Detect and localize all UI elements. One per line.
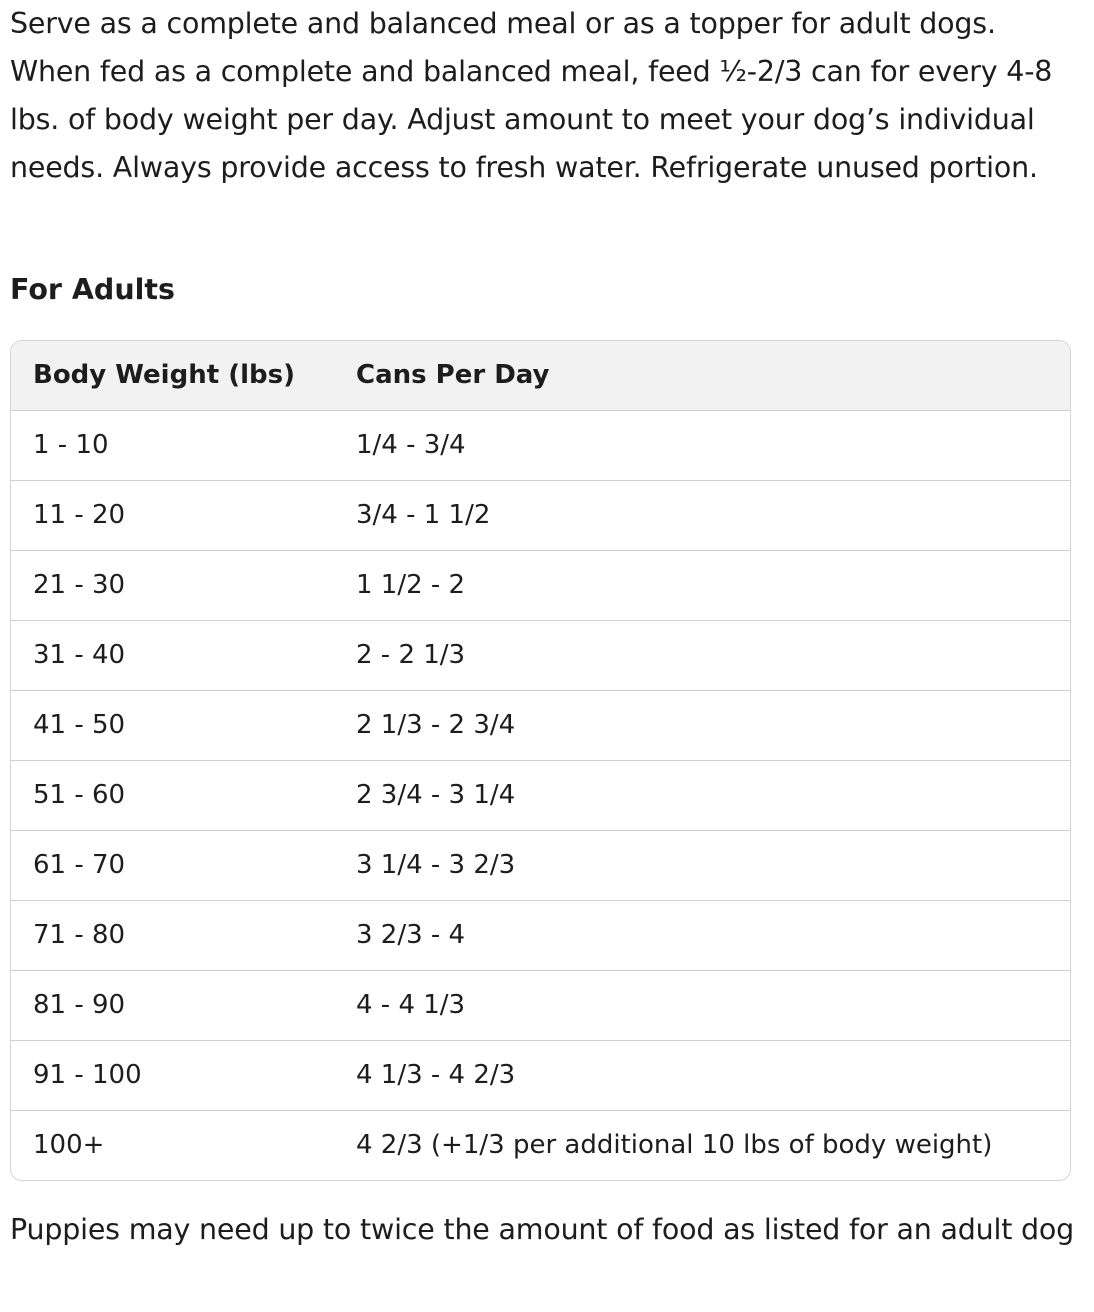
table-row (11, 620, 1070, 690)
cell-body-weight: 21 - 30 (11, 550, 334, 620)
cell-body-weight: 31 - 40 (11, 620, 334, 690)
cell-cans-per-day: 4 - 4 1/3 (334, 970, 1070, 1040)
feeding-instructions-text: Serve as a complete and balanced meal or as a topper for adult dogs. When fed as a complete and balanced meal, feed ½-2/3 can for every 4-8 lbs. of body weight per day. Adjust amount to meet your dog’s individual needs. Always provide access to fresh water. Refrigerate unused portion. (10, 7, 1053, 184)
feeding-table-container (10, 340, 1071, 1181)
cell-body-weight: 91 - 100 (11, 1040, 334, 1110)
cell-body-weight: 61 - 70 (11, 830, 334, 900)
table-row (11, 900, 1070, 970)
cell-body-weight: 81 - 90 (11, 970, 334, 1040)
cell-cans-per-day: 1 1/2 - 2 (334, 550, 1070, 620)
cell-cans-per-day: 3/4 - 1 1/2 (334, 480, 1070, 550)
section-heading-adults: For Adults (10, 273, 175, 306)
table-row (11, 410, 1070, 480)
cell-cans-per-day: 1/4 - 3/4 (334, 410, 1070, 480)
cell-body-weight: 100+ (33, 1130, 105, 1160)
cell-cans-per-day: 2 1/3 - 2 3/4 (334, 690, 1070, 760)
cell-body-weight: 71 - 80 (11, 900, 334, 970)
puppy-note-text: Puppies may need up to twice the amount of food as listed for an adult dog (10, 1213, 1075, 1246)
cell-cans-per-day: 4 2/3 (+1/3 per additional 10 lbs of body weight) (356, 1130, 993, 1160)
cell-body-weight: 11 - 20 (11, 480, 334, 550)
table-row (11, 690, 1070, 760)
cell-cans-per-day: 2 - 2 1/3 (334, 620, 1070, 690)
cell-cans-per-day: 2 3/4 - 3 1/4 (334, 760, 1070, 830)
table-row (11, 480, 1070, 550)
table-row (11, 970, 1070, 1040)
cell-cans-per-day: 3 1/4 - 3 2/3 (334, 830, 1070, 900)
cell-body-weight: 41 - 50 (11, 690, 334, 760)
cell-cans-per-day: 3 2/3 - 4 (334, 900, 1070, 970)
table-row (11, 1040, 1070, 1110)
cell-body-weight: 51 - 60 (11, 760, 334, 830)
table-row (11, 1110, 1070, 1180)
table-header-row (11, 341, 1070, 410)
table-row (11, 830, 1070, 900)
table-row (11, 760, 1070, 830)
cell-body-weight: 1 - 10 (11, 410, 334, 480)
feeding-table (11, 341, 1070, 1180)
header-body-weight: Body Weight (lbs) (11, 341, 334, 410)
table-row (11, 550, 1070, 620)
header-cans-per-day: Cans Per Day (334, 341, 1070, 410)
cell-cans-per-day: 4 1/3 - 4 2/3 (334, 1040, 1070, 1110)
